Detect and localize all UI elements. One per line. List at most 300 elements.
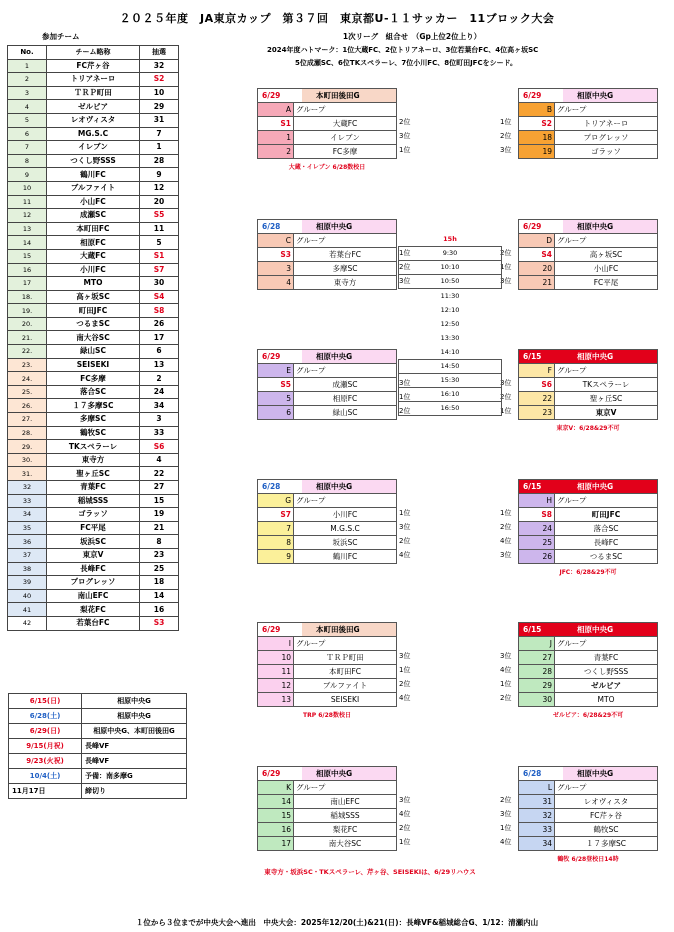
team-row [8, 426, 179, 440]
group-label-row [518, 364, 658, 378]
team-name: レオヴィスタ [583, 797, 629, 806]
group-j [518, 622, 658, 707]
group-header [257, 766, 397, 781]
team-name: トリアネーロ [583, 119, 629, 128]
team-row [8, 345, 179, 359]
team-number: 16 [258, 823, 294, 836]
group-h [518, 479, 658, 564]
group-team-row [257, 837, 397, 851]
team-name: 梨花FC [47, 603, 140, 617]
team-seed: 6 [140, 345, 179, 359]
team-name: 本町田FC [328, 667, 362, 676]
team-number: 31 [519, 795, 555, 808]
team-row [8, 440, 179, 454]
team-row [8, 616, 179, 630]
schedule-date: 9/15(月祝) [9, 739, 82, 754]
no: 40 [8, 589, 47, 603]
group-date: 6/29 [258, 89, 302, 102]
group-letter: L [519, 781, 555, 794]
schedule-venue: 相原中央G [82, 694, 187, 709]
team-number: 30 [519, 693, 555, 706]
team-name: 南山EFC [47, 589, 140, 603]
team-number: 3 [258, 262, 294, 275]
group-k [257, 766, 397, 851]
no: 3 [8, 86, 47, 100]
no: 22. [8, 345, 47, 359]
team-rank: 1位 [500, 824, 512, 832]
no: 18. [8, 290, 47, 304]
schedule-row [9, 739, 187, 754]
team-number: S6 [519, 378, 555, 391]
no: 31. [8, 467, 47, 481]
group-venue: 相原中央G [302, 350, 396, 363]
team-name: 若葉台FC [328, 250, 362, 259]
team-number: 15 [258, 809, 294, 822]
team-seed: 24 [140, 385, 179, 399]
team-rank: 2位 [399, 680, 411, 688]
group-team-row [518, 809, 658, 823]
group-header [257, 88, 397, 103]
team-number: 21 [519, 276, 555, 289]
group-team-row [518, 276, 658, 290]
team-name: 落合SC [47, 385, 140, 399]
time-slot: 10:50 [398, 275, 502, 289]
no: 35 [8, 521, 47, 535]
team-rank: 4位 [399, 694, 411, 702]
team-seed: S1 [140, 249, 179, 263]
group-label-row [257, 364, 397, 378]
team-name: FC芹ヶ谷 [47, 59, 140, 73]
team-name: トリアネーロ [47, 73, 140, 87]
group-letter: J [519, 637, 555, 650]
team-number: 9 [258, 550, 294, 563]
header-no: No. [8, 46, 47, 60]
team-number: 4 [258, 276, 294, 289]
group-e [257, 349, 397, 420]
group-letter: K [258, 781, 294, 794]
team-row [8, 481, 179, 495]
team-rank: 3位 [500, 277, 512, 285]
team-seed: 28 [140, 154, 179, 168]
team-name: つくし野SSS [583, 667, 629, 676]
team-row [8, 467, 179, 481]
no: 26. [8, 399, 47, 413]
team-name: 成瀬SC [47, 209, 140, 223]
team-number: 32 [519, 809, 555, 822]
team-number: 5 [258, 392, 294, 405]
schedule-date: 6/28(土) [9, 709, 82, 724]
group-team-row [257, 117, 397, 131]
group-date: 6/15 [519, 480, 563, 493]
team-name: 聖ヶ丘SC [589, 394, 623, 403]
team-seed: 22 [140, 467, 179, 481]
team-table [7, 45, 179, 631]
team-name: 落合SC [593, 524, 619, 533]
group-label-row [518, 637, 658, 651]
no: 39 [8, 576, 47, 590]
team-name: 本町田FC [47, 222, 140, 236]
group-date: 6/15 [519, 350, 563, 363]
no: 30. [8, 453, 47, 467]
no: 17 [8, 277, 47, 291]
team-name: ＴＲＰ町田 [47, 86, 140, 100]
group-venue: 相原中央G [563, 767, 657, 780]
group-venue: 相原中央G [563, 220, 657, 233]
header-seed: 抽選 [140, 46, 179, 60]
group-team-row [257, 262, 397, 276]
team-rank: 3位 [399, 132, 411, 140]
team-number: 13 [258, 693, 294, 706]
team-name: 小山FC [593, 264, 619, 273]
team-seed: 18 [140, 576, 179, 590]
schedule-venue: 長峰VF [82, 739, 187, 754]
team-seed: S5 [140, 209, 179, 223]
team-rank: 1位 [399, 666, 411, 674]
team-row [8, 195, 179, 209]
schedule-table [8, 693, 187, 799]
team-number: 24 [519, 522, 555, 535]
team-number: 25 [519, 536, 555, 549]
group-header [518, 622, 658, 637]
no: 2 [8, 73, 47, 87]
team-name: 大蔵FC [332, 119, 358, 128]
team-name: MTO [47, 277, 140, 291]
team-seed: 4 [140, 453, 179, 467]
team-seed: 5 [140, 236, 179, 250]
team-seed: 19 [140, 508, 179, 522]
group-date: 6/28 [258, 220, 302, 233]
team-seed: 3 [140, 413, 179, 427]
team-seed: 9 [140, 168, 179, 182]
group-letter: F [519, 364, 555, 377]
group-team-row [518, 536, 658, 550]
group-letter: G [258, 494, 294, 507]
no: 23. [8, 358, 47, 372]
team-name: 聖ヶ丘SC [47, 467, 140, 481]
team-row [8, 413, 179, 427]
team-seed: 33 [140, 426, 179, 440]
team-row [8, 181, 179, 195]
team-name: 東寺方 [47, 453, 140, 467]
group-letter: I [258, 637, 294, 650]
no: 37 [8, 548, 47, 562]
team-number: S3 [258, 248, 294, 261]
group-team-row [518, 665, 658, 679]
team-seed: 10 [140, 86, 179, 100]
team-row [8, 277, 179, 291]
team-seed: 29 [140, 100, 179, 114]
no: 29. [8, 440, 47, 454]
page-title: ２０２５年度 JA東京カップ 第３７回 東京都U-１１サッカー 11ブロック大会 [119, 12, 555, 25]
group-team-row [518, 550, 658, 564]
group-date: 6/28 [258, 480, 302, 493]
team-name: TKスペラーレ [47, 440, 140, 454]
team-rank: 2位 [399, 407, 411, 415]
schedule-row [9, 724, 187, 739]
no: 16 [8, 263, 47, 277]
team-row [8, 154, 179, 168]
schedule-venue: 予備：南多摩G [82, 769, 187, 784]
group-date: 6/29 [258, 623, 302, 636]
team-rank: 1位 [399, 838, 411, 846]
no: 36 [8, 535, 47, 549]
group-l [518, 766, 658, 851]
team-row [8, 127, 179, 141]
team-rank: 2位 [500, 523, 512, 531]
group-letter: E [258, 364, 294, 377]
time-slot: 13:30 [440, 334, 460, 342]
team-seed: 1 [140, 141, 179, 155]
group-letter: B [519, 103, 555, 116]
team-row [8, 562, 179, 576]
team-number: S5 [258, 378, 294, 391]
team-number: 14 [258, 795, 294, 808]
team-name: 長峰FC [593, 538, 619, 547]
team-rank: 2位 [500, 694, 512, 702]
group-c [257, 219, 397, 290]
team-name: イレブン [330, 133, 360, 142]
team-seed: S3 [140, 616, 179, 630]
team-name: 小川FC [332, 510, 358, 519]
team-name: 坂浜SC [47, 535, 140, 549]
group-label: グループ [296, 639, 326, 648]
team-rank: 1位 [500, 263, 512, 271]
time-slot: 16:10 [398, 388, 502, 402]
team-rank: 3位 [500, 551, 512, 559]
team-number: 17 [258, 837, 294, 850]
team-name: １７多摩SC [586, 839, 626, 848]
team-seed: 23 [140, 548, 179, 562]
team-rank: 3位 [500, 146, 512, 154]
time-slot: 11:30 [440, 292, 460, 300]
team-name: 小川FC [47, 263, 140, 277]
team-name: 東寺方 [333, 278, 357, 287]
no: 21. [8, 331, 47, 345]
team-number: 12 [258, 679, 294, 692]
group-label: グループ [296, 105, 326, 114]
team-rank: 1位 [500, 118, 512, 126]
schedule-date: 10/4(土) [9, 769, 82, 784]
group-note: 大蔵・イレブン 6/28数校日 [288, 164, 366, 171]
no: 12 [8, 209, 47, 223]
group-team-row [257, 378, 397, 392]
team-name: プログレッソ [47, 576, 140, 590]
team-row [8, 548, 179, 562]
schedule-venue: 長峰VF [82, 754, 187, 769]
group-a [257, 88, 397, 159]
team-rank: 3位 [399, 523, 411, 531]
team-name: ゴラッソ [591, 147, 621, 156]
team-number: 33 [519, 823, 555, 836]
team-name: 若葉台FC [47, 616, 140, 630]
group-date: 6/28 [519, 767, 563, 780]
team-row [8, 86, 179, 100]
team-name: 町田JFC [47, 304, 140, 318]
team-name: SEISEKI [47, 358, 140, 372]
team-name: 多摩SC [47, 413, 140, 427]
group-label: グループ [557, 783, 587, 792]
team-rank: 3位 [399, 379, 411, 387]
group-team-row [518, 837, 658, 851]
group-label: グループ [557, 366, 587, 375]
team-row [8, 209, 179, 223]
team-row [8, 399, 179, 413]
team-rank: 3位 [399, 652, 411, 660]
no: 14 [8, 236, 47, 250]
team-rank: 4位 [399, 551, 411, 559]
group-venue: 本町田後田G [302, 623, 396, 636]
group-header [257, 349, 397, 364]
group-header [257, 219, 397, 234]
team-name: 小山FC [47, 195, 140, 209]
time-slot: 10:10 [398, 261, 502, 275]
group-team-row [518, 522, 658, 536]
team-seed: 8 [140, 535, 179, 549]
team-rank: 2位 [399, 537, 411, 545]
group-team-row [518, 378, 658, 392]
team-name: FC平尾 [47, 521, 140, 535]
team-name: TKスペラーレ [582, 380, 630, 389]
no: 6 [8, 127, 47, 141]
seed-notes [255, 44, 655, 70]
group-label: グループ [557, 236, 587, 245]
group-label: グループ [557, 496, 587, 505]
group-venue: 相原中央G [302, 767, 396, 780]
group-team-row [257, 693, 397, 707]
team-seed: 20 [140, 195, 179, 209]
team-name: SEISEKI [330, 695, 360, 704]
schedule-row [9, 784, 187, 799]
team-seed: 25 [140, 562, 179, 576]
group-team-row [518, 406, 658, 420]
team-number: 2 [258, 145, 294, 158]
team-name: 鶴川FC [47, 168, 140, 182]
team-row [8, 100, 179, 114]
team-seed: S4 [140, 290, 179, 304]
team-rank: 4位 [500, 537, 512, 545]
group-date: 6/29 [519, 220, 563, 233]
schedule-row [9, 769, 187, 784]
group-team-row [518, 262, 658, 276]
team-name: MG.S.C [47, 127, 140, 141]
group-header [518, 88, 658, 103]
no: 4 [8, 100, 47, 114]
team-row [8, 576, 179, 590]
group-label-row [518, 234, 658, 248]
group-team-row [518, 679, 658, 693]
participants-label: 参加チーム [42, 32, 80, 41]
team-name: レオヴィスタ [47, 113, 140, 127]
team-name: 相原FC [47, 236, 140, 250]
team-rank: 3位 [399, 796, 411, 804]
team-number: 6 [258, 406, 294, 419]
team-name: 南大谷SC [47, 331, 140, 345]
group-team-row [257, 145, 397, 159]
team-rank: 3位 [500, 379, 512, 387]
team-number: S1 [258, 117, 294, 130]
team-seed: 27 [140, 481, 179, 495]
team-row [8, 141, 179, 155]
time-slot: 12:10 [440, 306, 460, 314]
team-row [8, 290, 179, 304]
group-team-row [257, 392, 397, 406]
team-name: ゼルビア [591, 681, 621, 690]
group-label: グループ [296, 366, 326, 375]
group-header [518, 766, 658, 781]
team-rank: 3位 [500, 652, 512, 660]
team-seed: 12 [140, 181, 179, 195]
team-name: 高ヶ坂SC [589, 250, 623, 259]
group-f [518, 349, 658, 420]
group-team-row [518, 823, 658, 837]
team-number: 7 [258, 522, 294, 535]
group-letter: C [258, 234, 294, 247]
team-seed: S2 [140, 73, 179, 87]
schedule-venue: 相原中央G、本町田後田G [82, 724, 187, 739]
group-label: グループ [296, 783, 326, 792]
team-number: S2 [519, 117, 555, 130]
no: 34 [8, 508, 47, 522]
bottom-note: 東寺方・坂浜SC・TKスペラーレ、芹ヶ谷、SEISEKIは、6/29リハウス [264, 868, 476, 876]
no: 5 [8, 113, 47, 127]
group-team-row [518, 508, 658, 522]
group-header [257, 622, 397, 637]
no: 41 [8, 603, 47, 617]
team-rank: 2位 [500, 132, 512, 140]
group-header [518, 349, 658, 364]
group-date: 6/15 [519, 623, 563, 636]
no: 8 [8, 154, 47, 168]
no: 7 [8, 141, 47, 155]
team-name: 梨花FC [332, 825, 358, 834]
team-seed: 31 [140, 113, 179, 127]
group-letter: A [258, 103, 294, 116]
team-name: FC多摩 [47, 372, 140, 386]
team-name: 稲城SSS [330, 811, 360, 820]
team-number: 19 [519, 145, 555, 158]
schedule-venue: 相原中央G [82, 709, 187, 724]
team-seed: S8 [140, 304, 179, 318]
seed-note-1: 2024年度ハトマーク：1位大蔵FC、2位トリアネーロ、3位若葉台FC、4位高ヶ坂SC [267, 46, 539, 54]
league-info: 1次リーグ 組合せ （Gp上位2位上り） [342, 32, 482, 41]
team-name: 多摩SC [332, 264, 358, 273]
group-d [518, 219, 658, 290]
team-name: 鶴牧SC [47, 426, 140, 440]
schedule-date: 6/29(日) [9, 724, 82, 739]
team-name: 青葉FC [47, 481, 140, 495]
group-team-row [257, 679, 397, 693]
group-label: グループ [557, 105, 587, 114]
group-team-row [518, 117, 658, 131]
team-name: 坂浜SC [332, 538, 358, 547]
header-name: チーム略称 [47, 46, 140, 60]
team-name: ブルファイト [47, 181, 140, 195]
group-label: グループ [296, 236, 326, 245]
team-seed: 17 [140, 331, 179, 345]
group-team-row [257, 550, 397, 564]
team-seed: 7 [140, 127, 179, 141]
team-row [8, 494, 179, 508]
group-note: 東京V：6/28&29不可 [556, 425, 620, 432]
team-number: 28 [519, 665, 555, 678]
schedule-date: 6/15(日) [9, 694, 82, 709]
team-row [8, 521, 179, 535]
team-rank: 2位 [500, 393, 512, 401]
group-venue: 相原中央G [563, 89, 657, 102]
no: 28. [8, 426, 47, 440]
team-seed: S7 [140, 263, 179, 277]
team-name: 鶴牧SC [593, 825, 619, 834]
